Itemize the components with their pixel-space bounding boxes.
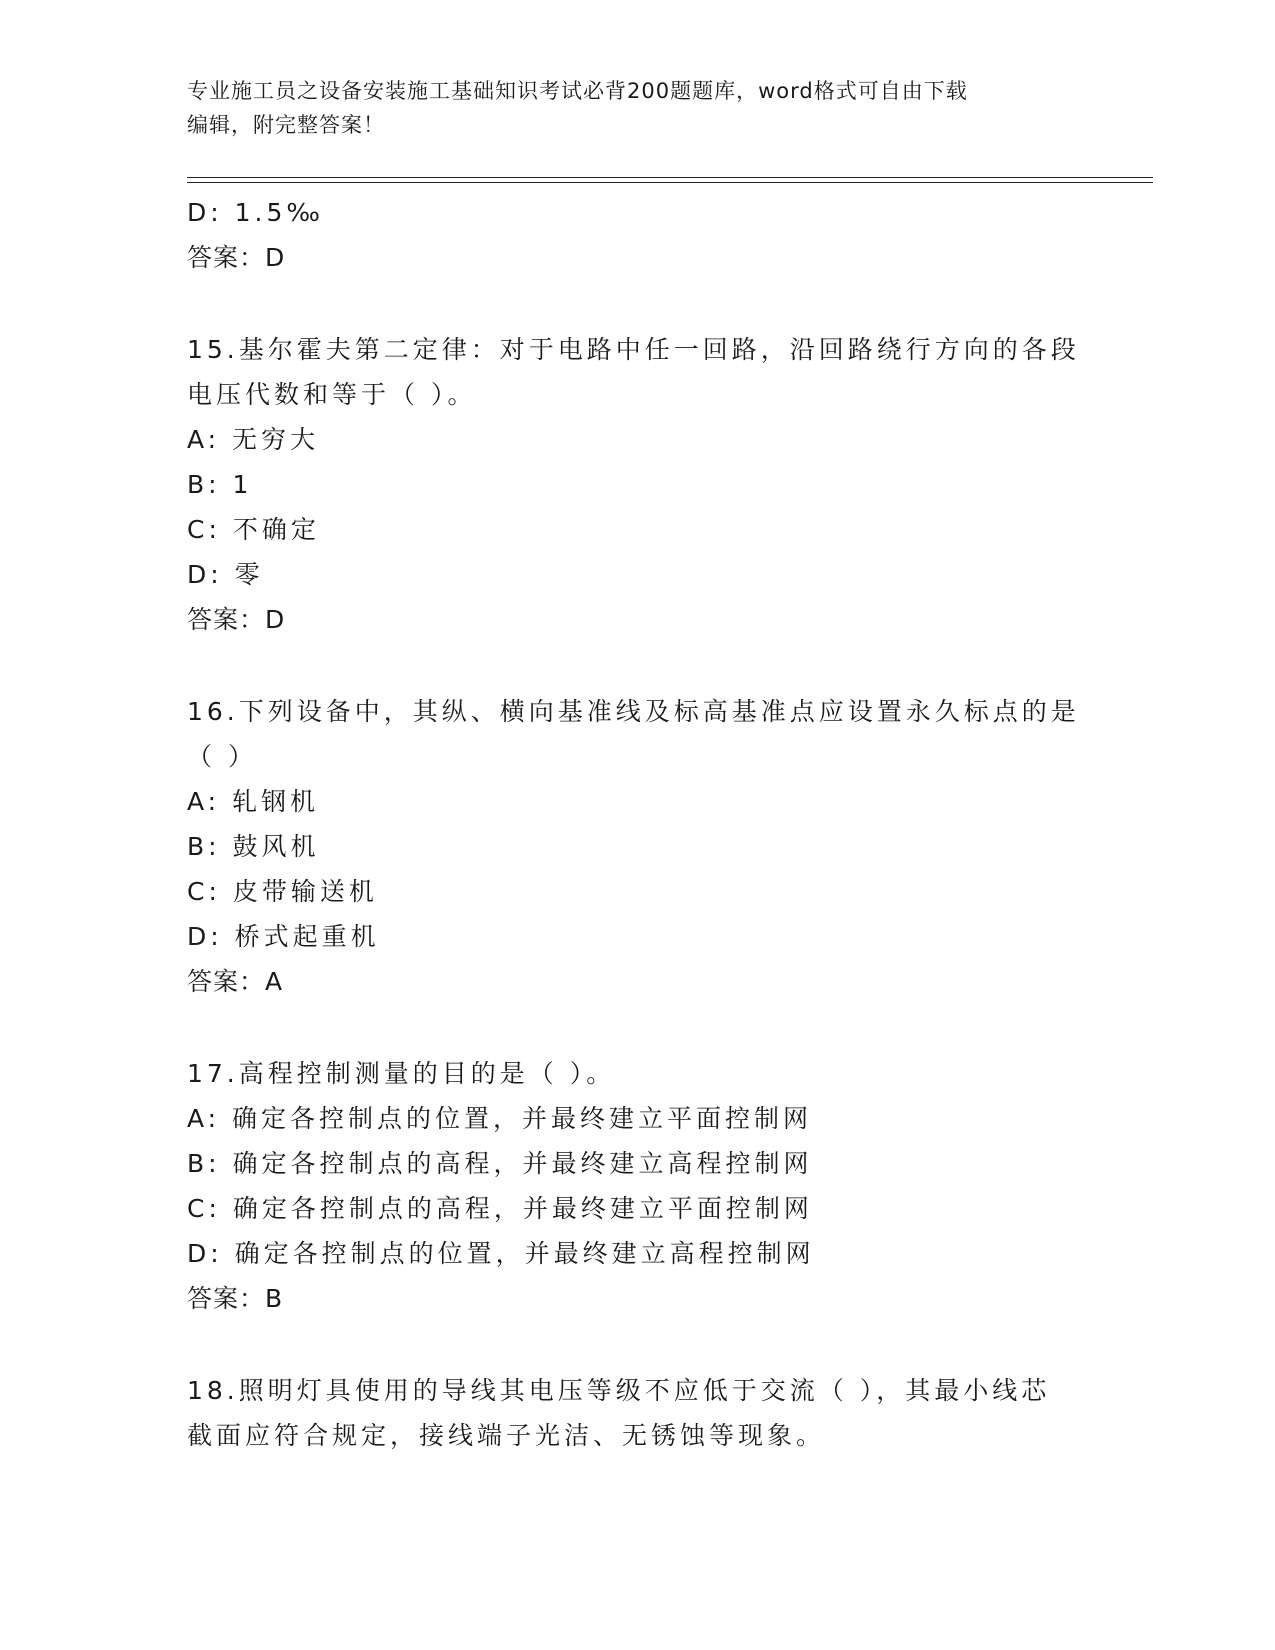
option-a: A: 确定各控制点的位置，并最终建立平面控制网 (187, 1104, 813, 1133)
question-stem: 17.高程控制测量的目的是（ ）。 (187, 1059, 616, 1088)
option-b: B: 确定各控制点的高程，并最终建立高程控制网 (187, 1149, 813, 1178)
question-stem: （ ） (187, 742, 257, 771)
spacer (187, 643, 1087, 689)
header-line-2: 编辑，附完整答案！ (187, 113, 385, 137)
option-d: D: 桥式起重机 (187, 922, 380, 951)
header-divider-top (187, 177, 1153, 178)
answer: 答案：D (187, 605, 286, 634)
question-stem: 15.基尔霍夫第二定律：对于电路中任一回路，沿回路绕行方向的各段 (187, 335, 1080, 364)
header-line-1: 专业施工员之设备安装施工基础知识考试必背200题题库，word格式可自由下载 (187, 79, 968, 103)
document-body (187, 190, 1087, 1458)
prev-option-d: D: 1.5‰ (187, 198, 324, 227)
question-17 (187, 1051, 1087, 1322)
answer: 答案：B (187, 1284, 284, 1313)
answer: 答案：A (187, 967, 284, 996)
spacer (187, 281, 1087, 327)
question-stem: 18.照明灯具使用的导线其电压等级不应低于交流（ ），其最小线芯 (187, 1376, 1051, 1405)
option-b: B: 1 (187, 470, 253, 499)
spacer (187, 1005, 1087, 1051)
question-stem: 截面应符合规定，接线端子光洁、无锈蚀等现象。 (187, 1421, 826, 1450)
question-15 (187, 327, 1087, 643)
option-d: D: 确定各控制点的位置，并最终建立高程控制网 (187, 1239, 815, 1268)
option-a: A: 轧钢机 (187, 787, 320, 816)
question-stem: 16.下列设备中，其纵、横向基准线及标高基准点应设置永久标点的是 (187, 697, 1080, 726)
option-b: B: 鼓风机 (187, 832, 320, 861)
option-c: C: 皮带输送机 (187, 877, 378, 906)
question-stem: 电压代数和等于（ ）。 (187, 380, 477, 409)
question-16 (187, 689, 1087, 1005)
option-c: C: 确定各控制点的高程，并最终建立平面控制网 (187, 1194, 813, 1223)
question-18 (187, 1368, 1087, 1458)
document-header (187, 74, 1087, 142)
option-d: D: 零 (187, 560, 264, 589)
option-a: A: 无穷大 (187, 425, 320, 454)
spacer (187, 1322, 1087, 1368)
header-divider-bottom (187, 182, 1153, 183)
prev-answer: 答案：D (187, 243, 286, 272)
option-c: C: 不确定 (187, 515, 320, 544)
